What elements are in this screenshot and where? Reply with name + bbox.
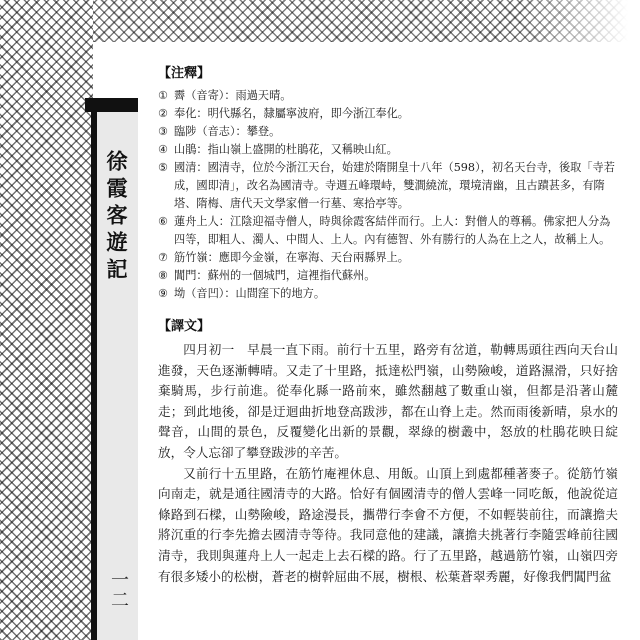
note-item (158, 123, 618, 141)
notes-heading: 【注釋】 (158, 66, 211, 81)
note-item (158, 285, 618, 303)
translation-paragraph: 又前行十五里路，在筋竹庵裡休息、用飯。山頂上到處都種著麥子。從筋竹嶺向南走，就是通往國清寺的大路。恰好有個國清寺的僧人雲峰一同吃飯，他說從這條路到石樑，山勢險峻，路途漫長，攜帶行李會不方便，不如輕裝前往，而讓擔夫將沉重的行李先擔去國清寺等待。我同意他的建議，讓擔夫挑著行李隨雲峰前往國清寺，我則與蓮舟上人一起走上去石樑的路。行了五里路，越過筋竹嶺，山嶺四旁有很多矮小的松樹，蒼老的樹幹屈曲不展，樹根、松葉蒼翠秀麗，好像我們閶門盆 (158, 465, 618, 584)
page-content (158, 62, 618, 587)
note-text: 山鵑：指山嶺上盛開的杜鵑花，又稱映山紅。 (174, 143, 398, 156)
translation-paragraph: 四月初一 早晨一直下雨。前行十五里，路旁有岔道，勒轉馬頭往西向天台山進發，天色逐漸轉晴。又走了十里路，抵達松門嶺，山勢險峻，道路濕滑，只好捨棄騎馬，步行前進。從奉化縣一路前來，雖然翻越了數重山嶺，但都是沿著山麓走；到此地後，卻是迂迴曲折地登高跋涉，都在山脊上走。然而雨後新晴，泉水的聲音，山間的景色，反覆變化出新的景觀，翠綠的樹叢中，怒放的杜鵑花映日綻放，令人忘卻了攀登跋涉的辛苦。 (158, 342, 618, 460)
title-tab-cap (85, 98, 138, 112)
note-item (158, 87, 618, 105)
note-text: 筋竹嶺：應即今金嶺，在寧海、天台兩縣界上。 (174, 251, 409, 264)
note-text: 國清：國清寺，位於今浙江天台，始建於隋開皇十八年（598），初名天台寺，後取「寺若成，國即清」，改名為國清寺。寺週五峰環峙，雙澗繞流，環境清幽，且古蹟甚多，有隋塔、隋梅、唐代天文學家僧一行墓、寒拾亭等。 (174, 161, 615, 210)
note-text: 霽（音寄）：雨過天晴。 (174, 89, 292, 102)
note-text: 坳（音凹）：山間窪下的地方。 (174, 287, 326, 300)
note-text: 臨陟（音志）：攀登。 (174, 125, 281, 138)
note-item (158, 105, 618, 123)
note-item (158, 249, 618, 267)
note-item (158, 159, 618, 213)
note-text: 奉化：明代縣名，隸屬寧波府，即今浙江奉化。 (174, 107, 409, 120)
side-decorative-border (0, 0, 93, 640)
top-decorative-border (93, 0, 640, 42)
note-item (158, 141, 618, 159)
note-number: ④ (158, 143, 168, 156)
notes-list (158, 87, 618, 303)
book-title: 徐霞客遊記 (104, 150, 129, 285)
note-number: ① (158, 89, 168, 102)
note-number: ③ (158, 125, 168, 138)
page-number: 一二 (108, 570, 129, 610)
note-number: ② (158, 107, 168, 120)
note-text: 閶門：蘇州的一個城門，這裡指代蘇州。 (174, 269, 376, 282)
note-number: ⑦ (158, 251, 168, 264)
note-item (158, 213, 618, 249)
note-number: ⑧ (158, 269, 168, 282)
translation-heading: 【譯文】 (158, 319, 211, 334)
note-number: ⑤ (158, 161, 168, 174)
note-number: ⑨ (158, 287, 168, 300)
note-number: ⑥ (158, 215, 168, 228)
note-text: 蓮舟上人：江陰迎福寺僧人，時與徐霞客結伴而行。上人：對僧人的尊稱。佛家把人分為四等，即粗人、濁人、中間人、上人。內有德智、外有勝行的人為在上之人，故稱上人。 (174, 215, 611, 246)
note-item (158, 267, 618, 285)
